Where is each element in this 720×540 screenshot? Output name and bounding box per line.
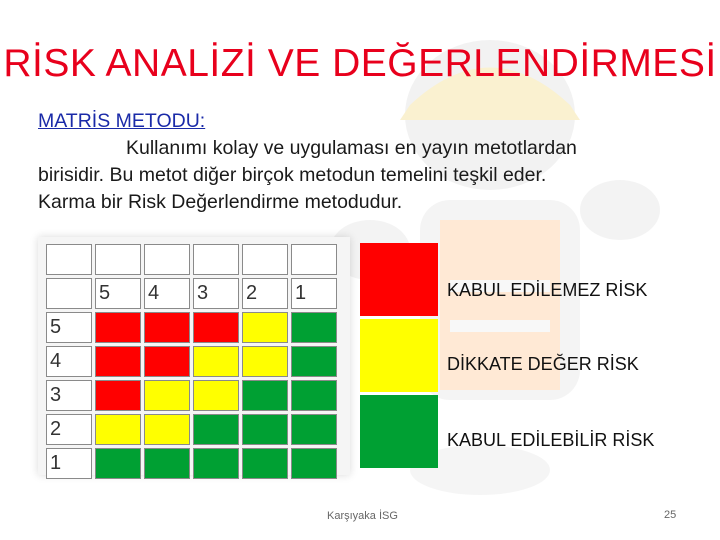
method-subtitle: MATRİS METODU: <box>38 110 206 132</box>
matrix-cell <box>193 448 239 479</box>
matrix-cell <box>242 244 288 275</box>
legend-swatch-unacceptable <box>360 243 438 316</box>
row-header: 5 <box>46 312 92 343</box>
slide-title: RİSK ANALİZİ VE DEĞERLENDİRMESİ <box>3 42 717 85</box>
matrix-cell <box>95 448 141 479</box>
matrix-cell <box>95 244 141 275</box>
column-header: 2 <box>242 278 288 309</box>
matrix-cell <box>144 312 190 343</box>
legend-label-notable: DİKKATE DEĞER RİSK <box>447 354 639 374</box>
matrix-cell <box>95 380 141 411</box>
matrix-cell <box>193 380 239 411</box>
matrix-cell <box>46 244 92 275</box>
risk-matrix <box>43 241 340 482</box>
matrix-cell <box>291 244 337 275</box>
column-header: 1 <box>291 278 337 309</box>
body-line: Kullanımı kolay ve uygulaması en yayın metotlardan <box>126 137 577 159</box>
matrix-cell <box>242 414 288 445</box>
matrix-cell <box>193 414 239 445</box>
body-line: birisidir. Bu metot diğer birçok metodun temelini teşkil eder. <box>38 164 547 186</box>
legend-swatch-acceptable <box>360 395 438 468</box>
matrix-cell <box>144 346 190 377</box>
matrix-header-row <box>46 278 337 309</box>
body-text <box>38 108 678 216</box>
column-header: 3 <box>193 278 239 309</box>
matrix-cell <box>193 244 239 275</box>
page-number: 25 <box>664 509 677 521</box>
matrix-cell <box>144 448 190 479</box>
column-header: 5 <box>95 278 141 309</box>
matrix-cell <box>291 312 337 343</box>
legend-label-acceptable: KABUL EDİLEBİLİR RİSK <box>447 430 655 450</box>
matrix-cell <box>95 414 141 445</box>
matrix-cell <box>291 346 337 377</box>
matrix-cell <box>144 380 190 411</box>
row-header: 1 <box>46 448 92 479</box>
row-header: 4 <box>46 346 92 377</box>
matrix-cell <box>291 448 337 479</box>
matrix-cell <box>193 312 239 343</box>
matrix-cell <box>242 346 288 377</box>
matrix-row <box>46 380 337 411</box>
matrix-cell <box>242 380 288 411</box>
matrix-empty-row <box>46 244 337 275</box>
matrix-cell <box>193 346 239 377</box>
matrix-cell <box>95 312 141 343</box>
matrix-cell <box>291 414 337 445</box>
matrix-cell <box>242 312 288 343</box>
row-header: 2 <box>46 414 92 445</box>
matrix-cell <box>144 244 190 275</box>
matrix-row <box>46 346 337 377</box>
matrix-cell <box>95 346 141 377</box>
body-line: Karma bir Risk Değerlendirme metodudur. <box>38 191 403 213</box>
matrix-cell <box>144 414 190 445</box>
matrix-cell <box>242 448 288 479</box>
legend-swatch-notable <box>360 319 438 392</box>
matrix-corner-cell <box>46 278 92 309</box>
matrix-row <box>46 312 337 343</box>
matrix-cell <box>291 380 337 411</box>
column-header: 4 <box>144 278 190 309</box>
matrix-row <box>46 414 337 445</box>
legend-label-unacceptable: KABUL EDİLEMEZ RİSK <box>447 280 648 300</box>
matrix-row <box>46 448 337 479</box>
row-header: 3 <box>46 380 92 411</box>
footer-text: Karşıyaka İSG <box>327 510 398 522</box>
